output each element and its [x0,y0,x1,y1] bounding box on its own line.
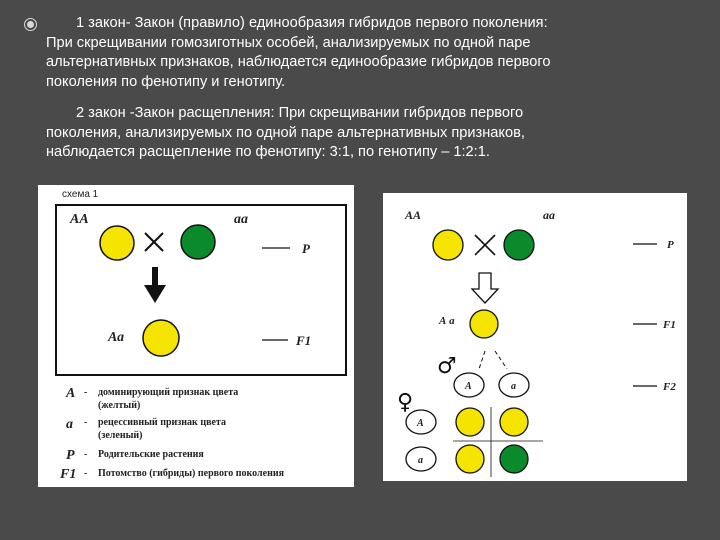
hybrid-genotype: Аа [108,330,125,345]
legend [59,386,285,482]
legend-symbol-p: Р [66,448,75,463]
cross-icon [475,235,495,255]
p-label: Р [667,239,674,251]
arrow-down-icon [144,267,166,303]
female-icon: ♀ [397,390,414,415]
scheme-2-image [383,193,687,481]
law1-paragraph [46,14,706,92]
legend-text: рецессивный признак цвета [98,417,226,428]
offspring-recessive-green [500,445,528,473]
scheme-1-caption: схема 1 [62,189,99,200]
law1-line-2: альтернативных признаков, наблюдается единообразие гибридов первого [46,54,551,71]
legend-dash: - [84,449,88,460]
cross-icon [145,233,163,251]
female-gamete-dominant-label: А [417,418,424,429]
law2-paragraph [46,104,706,163]
scheme-1-drawing [38,185,354,487]
male-gamete-recessive-label: а [511,381,516,392]
law1-line-3: поколения по фенотипу и генотипу. [46,73,286,90]
scheme-2-drawing [383,193,687,481]
female-gamete-recessive-label: а [418,455,423,466]
green-pea-parent [181,225,215,259]
f1-label: F1 [296,333,312,348]
gamete-lines [479,351,507,369]
hybrid-genotype: А а [439,315,455,327]
legend-text: (желтый) [98,400,141,411]
legend-dash: - [84,417,88,428]
legend-symbol-a: А [66,386,76,401]
legend-dash: - [84,468,88,479]
parent-recessive-genotype: аа [543,208,555,222]
legend-text: доминирующий признак цвета [98,387,239,398]
law2-line-2: поколения, анализируемых по одной паре альтернативных признаков, [46,124,525,141]
legend-text: Потомство (гибриды) первого поколения [98,468,285,479]
p-label: Р [302,241,310,256]
yellow-pea-hybrid [470,310,498,338]
law2-line-1: 2 закон -Закон расщепления: При скрещивании гибридов первого [76,105,524,121]
yellow-pea-parent [433,230,463,260]
yellow-pea-parent [100,226,134,260]
parent-dominant-genotype: АА [405,208,422,222]
offspring-aa-het-yellow [500,408,528,436]
offspring-aa-yellow [456,408,484,436]
scheme-1-image [38,185,354,487]
legend-symbol-a-small: а [66,417,73,432]
male-icon: ♂ [437,354,457,379]
offspring-aa-het-yellow-2 [456,445,484,473]
parent-recessive-genotype: аа [234,212,248,227]
legend-text: (зеленый) [98,430,143,441]
law1-title: 1 закон- Закон (правило) единообразия гибридов первого поколения: [76,15,548,31]
law2-line-3: наблюдается расщепление по фенотипу: 3:1, по генотипу – 1:2:1. [46,144,490,161]
f2-label: F2 [663,381,676,393]
law1-line-1: При скрещивании гомозиготных особей, анализируемых по одной паре [46,34,531,51]
legend-text: Родительские растения [98,449,204,460]
yellow-pea-hybrid [143,320,179,356]
arrow-down-icon [472,273,498,303]
green-pea-parent [504,230,534,260]
f1-label: F1 [663,319,676,331]
parent-dominant-genotype: АА [70,212,89,227]
bullet-icon [24,18,37,31]
legend-symbol-f1: F1 [60,467,77,482]
male-gamete-dominant-label: А [465,381,472,392]
legend-dash: - [84,387,88,398]
